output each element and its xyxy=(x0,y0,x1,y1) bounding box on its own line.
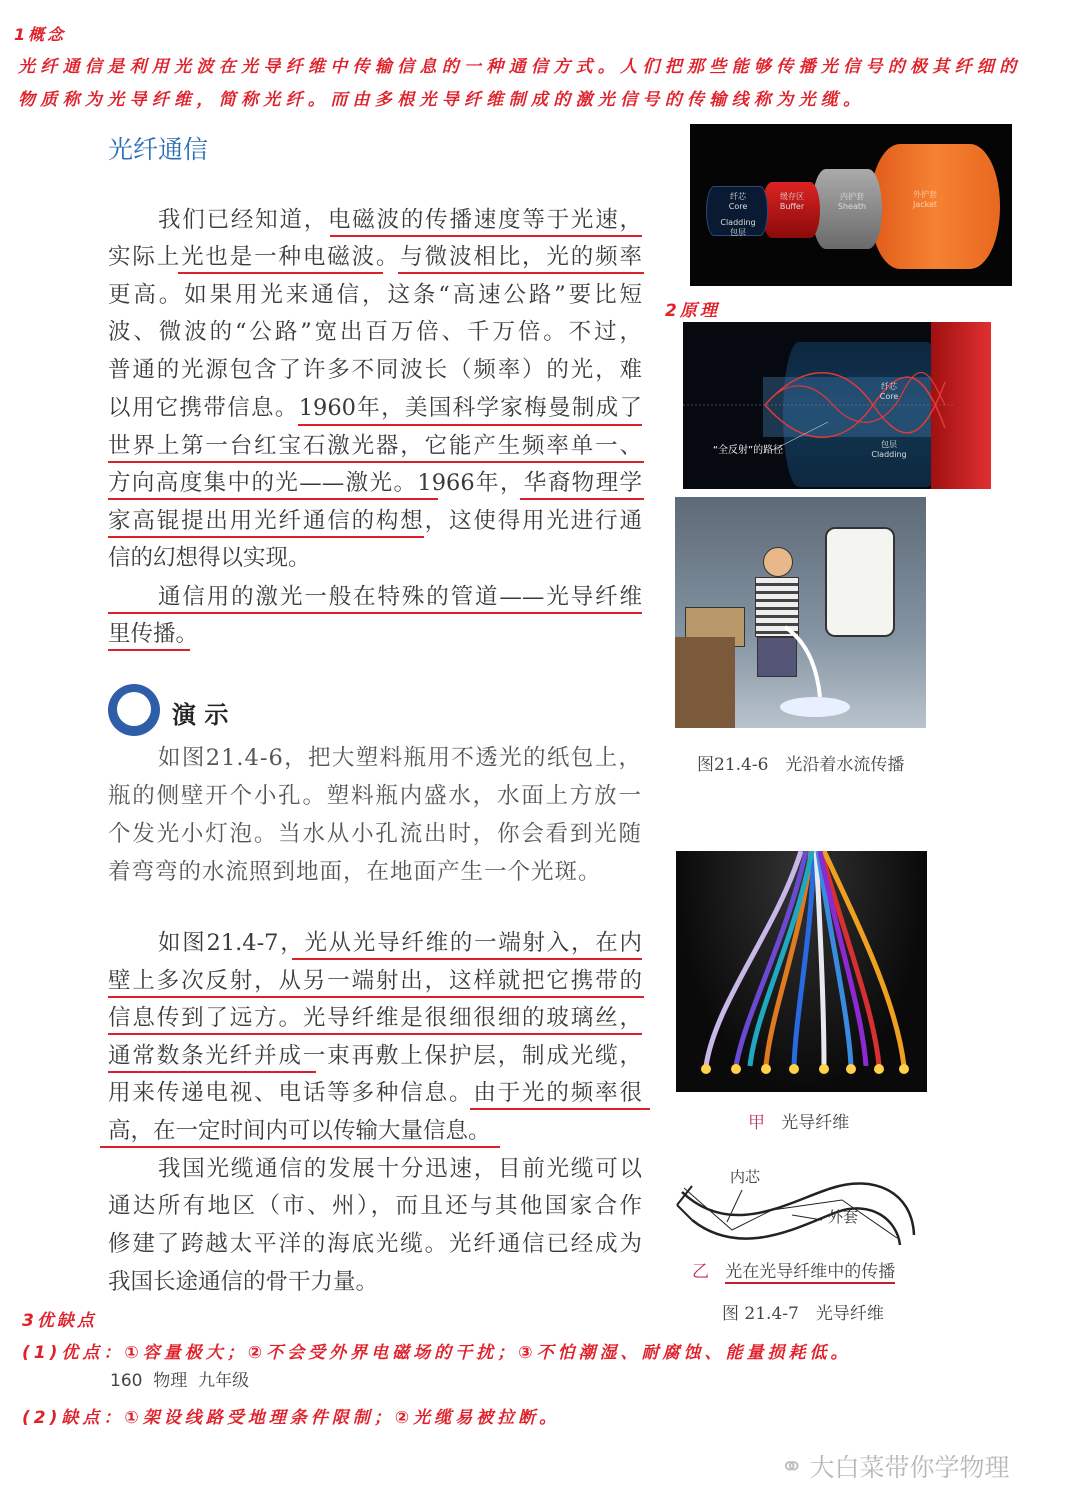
label-core-en: Core xyxy=(728,202,748,211)
body-line: 波、微波的“公路”宽出百万倍、千万倍。不过， xyxy=(108,319,642,345)
concept-line: 物质称为光导纤维，简称光纤。而由多根光导纤维制成的激光信号的传输线称为光缆。 xyxy=(18,90,866,110)
water-stream-illustration xyxy=(675,497,926,728)
annotation-underline xyxy=(108,649,190,651)
body-line: 我们已经知道，电磁波的传播速度等于光速， xyxy=(158,207,642,233)
body-line: 壁上多次反射，从另一端射出，这样就把它携带的 xyxy=(108,968,642,994)
concept-title: 1概念 xyxy=(14,25,67,44)
body-line: 家高锟提出用光纤通信的构想，这使得用光进行通 xyxy=(108,508,642,534)
body-line: 我国长途通信的骨干力量。 xyxy=(108,1269,379,1295)
watermark xyxy=(780,1448,1009,1484)
label-core-en: Core xyxy=(879,392,899,401)
figure-mark-yi: 乙 xyxy=(692,1262,709,1282)
label-jacket-en: Jacket xyxy=(912,200,938,209)
body-line: 实际上光也是一种电磁波。与微波相比，光的频率 xyxy=(108,244,642,270)
annotation-underline xyxy=(292,958,642,960)
body-line: 更高。如果用光来通信，这条“高速公路”要比短 xyxy=(108,282,642,308)
optical-fiber-photo xyxy=(676,851,927,1092)
label-buffer: 缓存区 xyxy=(780,192,804,201)
annotation-underline xyxy=(330,235,642,237)
body-line: 如图21.4-7，光从光导纤维的一端射入，在内 xyxy=(158,930,642,956)
demo-title: 演 示 xyxy=(172,701,229,729)
demo-line: 着弯弯的水流照到地面，在地面产生一个光斑。 xyxy=(108,859,602,885)
label-sheath: 内护套 xyxy=(840,192,864,201)
body-line: 通常数条光纤并成一束再敷上保护层，制成光缆， xyxy=(108,1043,642,1069)
annotation-underline xyxy=(108,498,438,500)
body-line: 里传播。 xyxy=(108,621,199,647)
annotation-underline xyxy=(108,1071,316,1073)
figure-caption-21-4-6: 图21.4-6 光沿着水流传播 xyxy=(697,755,905,775)
annotation-underline xyxy=(470,1108,650,1110)
label-sheath-en: Sheath xyxy=(837,202,867,211)
demo-icon xyxy=(108,684,160,736)
annotation-underline xyxy=(298,424,642,426)
annotation-underline xyxy=(398,272,644,274)
demo-line: 瓶的侧壁开个小孔。塑料瓶内盛水，水面上方放一 xyxy=(108,783,642,809)
body-line: 世界上第一台红宝石激光器，它能产生频率单一、 xyxy=(108,433,642,459)
body-line: 高，在一定时间内可以传输大量信息。 xyxy=(108,1118,491,1144)
body-line: 用来传递电视、电话等多种信息。由于光的频率很 xyxy=(108,1080,642,1106)
fiber-propagation-diagram xyxy=(672,1160,922,1250)
annotation-underline xyxy=(108,1033,642,1035)
label-core: 纤芯 xyxy=(881,382,897,391)
figure-label-yi: 光在光导纤维中的传播 xyxy=(725,1262,896,1282)
cable-structure-figure xyxy=(690,124,1012,286)
body-line: 信的幻想得以实现。 xyxy=(108,545,311,571)
label-core: 纤芯 xyxy=(730,192,746,201)
label-cladding: 包层 xyxy=(881,440,897,449)
wechat-icon: ⚭ xyxy=(780,1449,804,1483)
label-cladding-en: Cladding xyxy=(871,450,907,459)
page-footer: 160 物理 九年级 xyxy=(110,1371,250,1391)
figure-mark-jia: 甲 xyxy=(748,1113,765,1133)
annotation-underline xyxy=(100,1146,500,1148)
label-outer-sheath: 外套 xyxy=(828,1208,859,1226)
figure-caption-21-4-7: 图 21.4-7 光导纤维 xyxy=(722,1304,884,1324)
body-line: 以用它携带信息。1960年，美国科学家梅曼制成了 xyxy=(108,395,642,421)
total-reflection-figure xyxy=(683,322,991,489)
label-total-reflection-path: “全反射”的路径 xyxy=(712,445,784,456)
demo-line: 个发光小灯泡。当水从小孔流出时，你会看到光随 xyxy=(108,821,642,847)
body-line: 通达所有地区（市、州），而且还与其他国家合作 xyxy=(108,1193,642,1219)
annotation-underline xyxy=(178,272,383,274)
body-line: 通信用的激光一般在特殊的管道——光导纤维 xyxy=(158,584,642,610)
body-line: 我国光缆通信的发展十分迅速，目前光缆可以 xyxy=(158,1156,642,1182)
figure-caption-yi xyxy=(692,1257,895,1282)
body-line: 方向高度集中的光——激光。1966年，华裔物理学 xyxy=(108,470,642,496)
pros-text: (1)优点：①容量极大；②不会受外界电磁场的干扰；③不怕潮湿、耐腐蚀、能量损耗低。 xyxy=(22,1343,852,1363)
principle-title: 2原理 xyxy=(665,301,720,321)
cons-text: (2)缺点：①架设线路受地理条件限制；②光缆易被拉断。 xyxy=(22,1408,561,1428)
annotation-underline xyxy=(520,498,644,500)
demo-line: 如图21.4-6，把大塑料瓶用不透光的纸包上， xyxy=(158,745,642,771)
label-cladding-en: Cladding xyxy=(720,218,756,227)
section-title: 光纤通信 xyxy=(108,135,209,164)
watermark-text: 大白菜带你学物理 xyxy=(809,1453,1010,1482)
pros-cons-title: 3优缺点 xyxy=(22,1311,97,1331)
annotation-underline xyxy=(108,461,644,463)
body-line: 修建了跨越太平洋的海底光缆。光纤通信已经成为 xyxy=(108,1231,642,1257)
label-jacket: 外护套 xyxy=(913,190,937,199)
label-inner-core: 内芯 xyxy=(730,1168,761,1186)
label-cladding: 包层 xyxy=(730,228,746,237)
body-line: 信息传到了远方。光导纤维是很细很细的玻璃丝， xyxy=(108,1005,642,1031)
body-line: 普通的光源包含了许多不同波长（频率）的光，难 xyxy=(108,357,642,383)
concept-line: 光纤通信是利用光波在光导纤维中传输信息的一种通信方式。人们把那些能够传播光信号的极其纤细的 xyxy=(18,57,1022,77)
figure-caption-jia xyxy=(748,1108,849,1133)
annotation-underline xyxy=(108,612,642,614)
annotation-underline xyxy=(108,536,424,538)
annotation-underline xyxy=(108,996,644,998)
label-buffer-en: Buffer xyxy=(779,202,805,211)
figure-label-jia: 光导纤维 xyxy=(781,1113,850,1133)
